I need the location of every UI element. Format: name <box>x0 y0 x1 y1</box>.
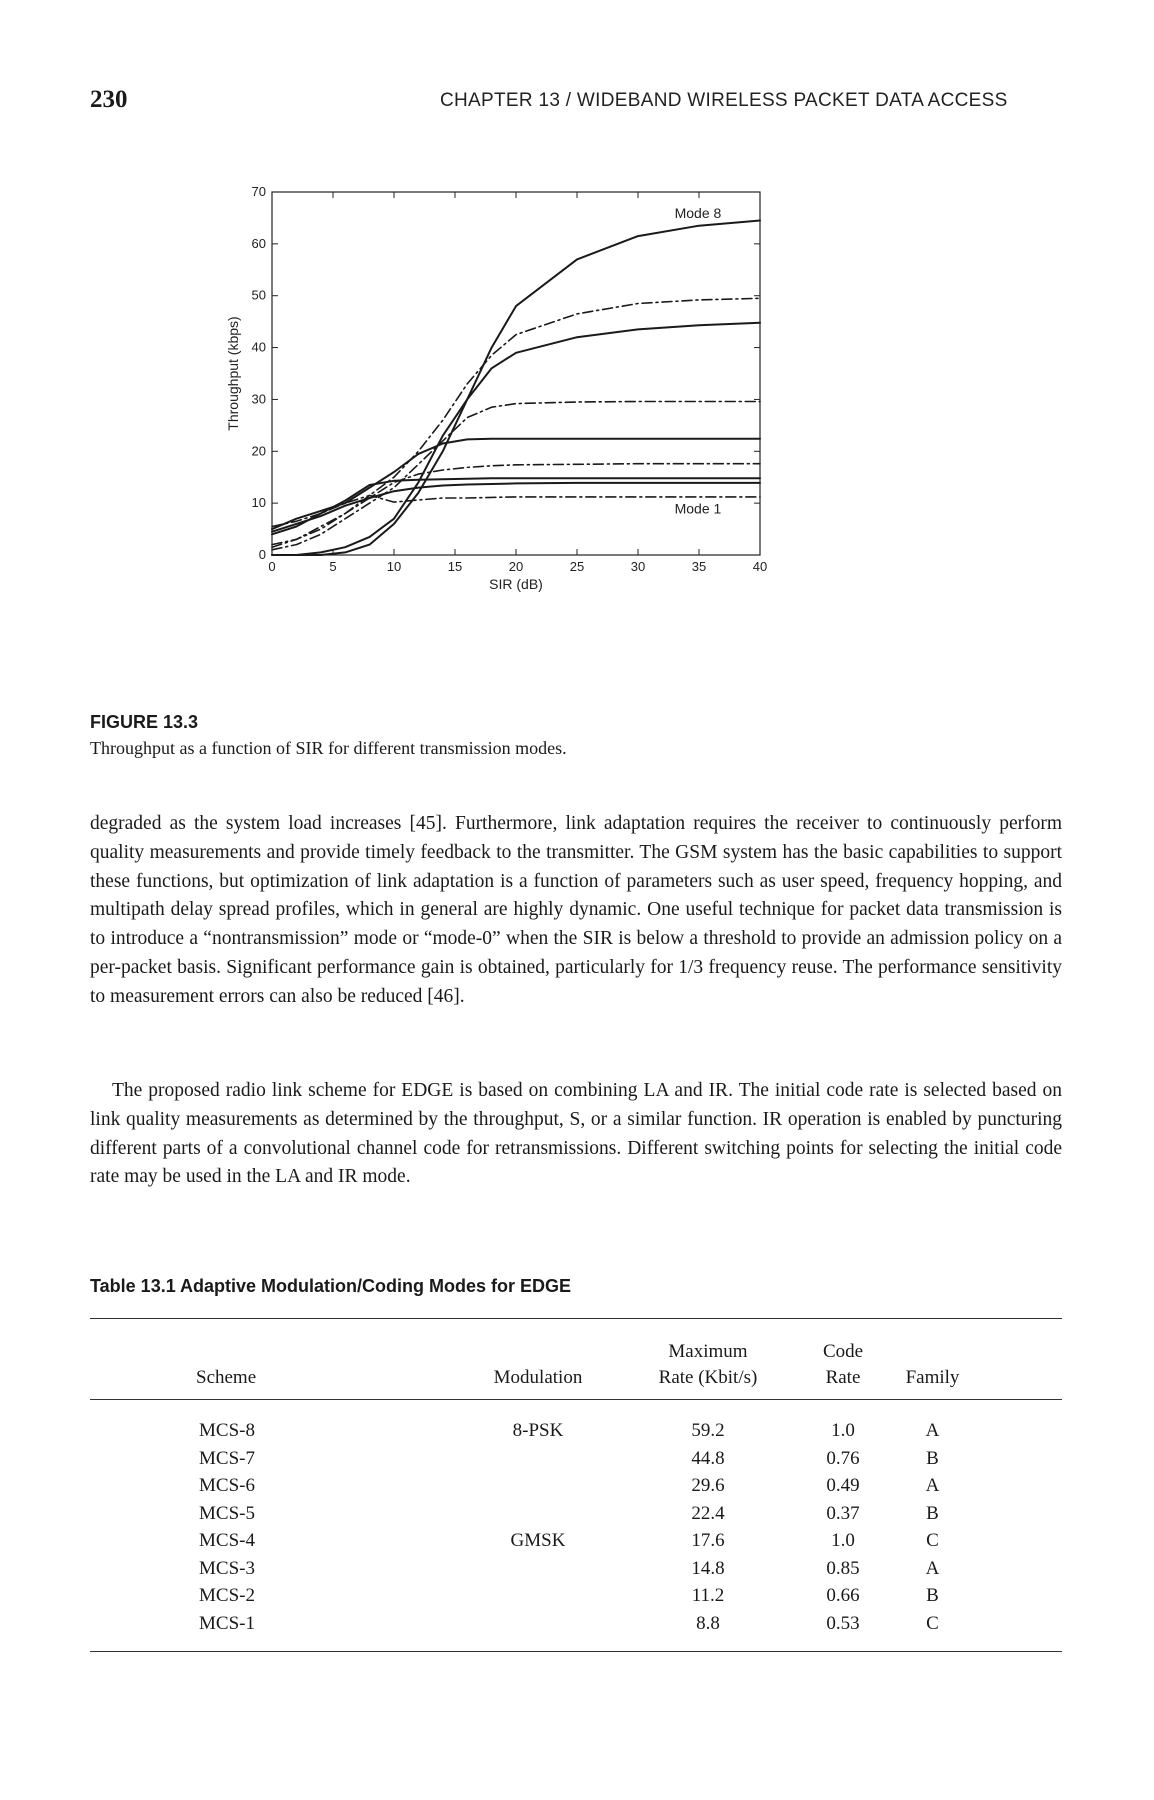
x-tick-label: 35 <box>691 559 707 574</box>
y-tick-label: 20 <box>251 443 266 459</box>
cell-rate: 14.8 <box>691 1557 725 1579</box>
header-code-rate-line2: Rate <box>825 1367 861 1388</box>
y-axis-label: Throughput (kbps) <box>225 316 241 431</box>
cell-modulation <box>443 1472 633 1500</box>
throughput-chart <box>220 180 920 680</box>
table-bottom-rule <box>90 1651 1062 1652</box>
table-row <box>90 1500 1062 1528</box>
cell-family: A <box>925 1557 940 1579</box>
body-paragraph-1 <box>90 810 1062 1012</box>
cell-code-rate: 1.0 <box>831 1420 855 1441</box>
mcs-table <box>90 1318 1062 1652</box>
cell-family: B <box>926 1447 939 1469</box>
table-row <box>90 1610 1062 1652</box>
y-tick-label: 30 <box>251 391 266 407</box>
table-row <box>90 1399 1062 1445</box>
paragraph-text: degraded as the system load increases [45]. Furthermore, link adaptation requires the receiver to continuously perform quality measurements and provide timely feedback to the transmitter. The GSM system has the basic capabilities to support these functions, but optimization of link adaptation is a function of parameters such as user speed, frequency hopping, and multipath delay spread profiles, which in general are highly dynamic. One useful technique for packet data transmission is to introduce a “nontransmission” mode or “mode-0” when the SIR is below a threshold to provide an admission policy on a per-packet basis. Significant performance gain is obtained, particularly for 1/3 frequency reuse. The performance sensitivity to measurement errors can also be reduced [46]. <box>90 813 1062 1007</box>
cell-scheme: MCS-8 <box>199 1420 255 1441</box>
y-tick-label: 50 <box>251 287 266 303</box>
x-tick-label: 5 <box>329 559 337 574</box>
cell-scheme: MCS-5 <box>199 1502 255 1524</box>
y-tick-label: 10 <box>251 495 266 511</box>
table-mid-rule <box>90 1399 1062 1400</box>
x-tick-label: 10 <box>386 559 402 574</box>
cell-code-rate: 0.53 <box>826 1612 860 1634</box>
cell-code-rate: 0.37 <box>826 1502 860 1524</box>
cell-rate: 22.4 <box>691 1502 725 1524</box>
x-tick-label: 40 <box>752 559 768 574</box>
table-header-row <box>90 1319 1062 1399</box>
header-code-rate <box>783 1319 903 1399</box>
table-row <box>90 1472 1062 1500</box>
cell-rate: 44.8 <box>691 1447 725 1469</box>
cell-scheme: MCS-1 <box>199 1612 255 1634</box>
y-tick-label: 60 <box>251 235 266 251</box>
cell-scheme: MCS-2 <box>199 1585 255 1606</box>
header-scheme: Scheme <box>196 1367 257 1388</box>
cell-modulation <box>443 1582 633 1610</box>
cell-family: C <box>926 1530 939 1551</box>
cell-family: B <box>926 1502 939 1524</box>
cell-modulation: GMSK <box>510 1530 566 1551</box>
x-tick-label: 20 <box>508 559 524 574</box>
cell-family: B <box>926 1585 939 1606</box>
header-max-rate-line2: Rate (Kbit/s) <box>658 1367 758 1388</box>
table-row <box>90 1582 1062 1610</box>
cell-rate: 17.6 <box>691 1530 725 1551</box>
x-tick-label: 0 <box>268 559 276 574</box>
table-row <box>90 1555 1062 1583</box>
cell-rate: 29.6 <box>691 1475 725 1496</box>
cell-code-rate: 0.76 <box>826 1447 860 1469</box>
y-tick-label: 0 <box>258 547 266 562</box>
cell-code-rate: 0.85 <box>826 1557 860 1579</box>
figure-caption: Throughput as a function of SIR for different transmission modes. <box>90 738 567 758</box>
cell-modulation <box>443 1610 633 1652</box>
table-row <box>90 1445 1062 1473</box>
cell-family: A <box>925 1420 940 1441</box>
series-line-6 <box>272 402 760 550</box>
chart-svg <box>220 180 920 680</box>
chart-annotation: Mode 1 <box>674 500 722 517</box>
cell-code-rate: 0.49 <box>826 1475 860 1496</box>
header-family: Family <box>905 1367 960 1388</box>
cell-modulation <box>443 1445 633 1473</box>
body-paragraph-2 <box>90 1077 1062 1192</box>
x-tick-label: 15 <box>447 559 463 574</box>
cell-modulation <box>443 1555 633 1583</box>
cell-modulation: 8-PSK <box>512 1420 564 1441</box>
cell-code-rate: 1.0 <box>831 1530 855 1551</box>
cell-rate: 8.8 <box>696 1612 720 1634</box>
page-number: 230 <box>90 86 128 113</box>
cell-family: C <box>926 1612 939 1634</box>
cell-modulation <box>443 1500 633 1528</box>
table-title: Table 13.1 Adaptive Modulation/Coding Modes for EDGE <box>90 1276 572 1296</box>
x-tick-label: 30 <box>630 559 646 574</box>
header-modulation: Modulation <box>493 1367 583 1388</box>
y-tick-label: 40 <box>251 339 266 355</box>
x-tick-label: 25 <box>569 559 585 574</box>
cell-scheme: MCS-3 <box>199 1557 255 1579</box>
table-grid <box>90 1319 1062 1651</box>
table-row <box>90 1527 1062 1555</box>
table-body <box>90 1399 1062 1651</box>
chart-annotation: Mode 8 <box>674 204 722 221</box>
header-max-rate-line1: Maximum <box>668 1341 748 1362</box>
y-tick-label: 70 <box>251 184 266 199</box>
header-max-rate <box>633 1319 783 1399</box>
cell-scheme: MCS-4 <box>199 1530 255 1551</box>
running-header: CHAPTER 13 / WIDEBAND WIRELESS PACKET DATA ACCESS <box>440 90 1008 111</box>
header-code-rate-line1: Code <box>822 1341 864 1362</box>
cell-scheme: MCS-6 <box>199 1475 255 1496</box>
cell-scheme: MCS-7 <box>199 1447 255 1469</box>
cell-rate: 11.2 <box>691 1585 725 1606</box>
figure-label: FIGURE 13.3 <box>90 712 199 732</box>
cell-rate: 59.2 <box>691 1420 725 1441</box>
paragraph-text: The proposed radio link scheme for EDGE is based on combining LA and IR. The initial code rate is selected based on link quality measurements as determined by the throughput, S, or a similar function. IR operation is enabled by puncturing different parts of a convolutional channel code for retransmissions. Different switching points for selecting the initial code rate may be used in the LA and IR mode. <box>90 1080 1062 1188</box>
cell-code-rate: 0.66 <box>826 1585 860 1606</box>
cell-family: A <box>925 1475 940 1496</box>
x-axis-label: SIR (dB) <box>489 576 543 592</box>
